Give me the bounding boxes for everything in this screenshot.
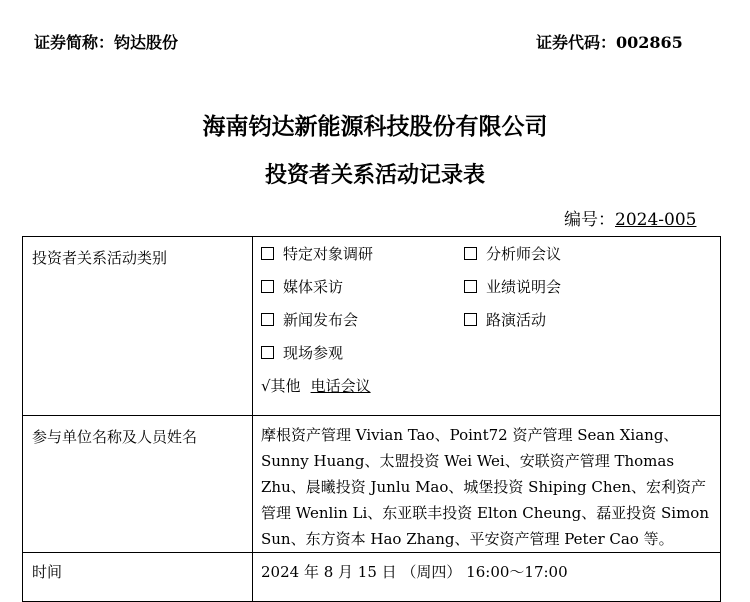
checkbox-icon — [464, 247, 477, 260]
other-checkmark-label: √其他 — [261, 377, 301, 395]
activity-type-options — [253, 237, 721, 416]
document-number-value: 2024-005 — [615, 210, 697, 230]
checkbox-icon — [464, 313, 477, 326]
other-value: 电话会议 — [310, 377, 371, 395]
stock-short-name: 证券简称：钧达股份 — [34, 33, 179, 52]
option-site-visit — [261, 342, 464, 365]
participants-row — [23, 416, 721, 553]
stock-code: 证券代码：002865 — [536, 33, 683, 52]
checkbox-icon — [464, 280, 477, 293]
option-other — [261, 375, 716, 398]
option-roadshow — [464, 309, 664, 332]
option-label: 新闻发布会 — [283, 311, 359, 329]
activity-type-label: 投资者关系活动类别 — [23, 237, 253, 416]
option-press-conference — [261, 309, 464, 332]
time-row — [23, 553, 721, 602]
company-title: 海南钧达新能源科技股份有限公司 — [202, 113, 548, 140]
option-label: 业绩说明会 — [486, 278, 562, 296]
document-number-label: 编号： — [564, 210, 615, 230]
option-media-interview — [261, 276, 464, 299]
activity-type-row — [23, 237, 721, 416]
checkbox-icon — [261, 280, 274, 293]
participants-list: 摩根资产管理 Vivian Tao、Point72 资产管理 Sean Xiang、Sunny Huang、太盟投资 Wei Wei、安联资产管理 Thomas Zhu、晨曦投资 Junlu Mao、城堡投资 Shiping Chen、宏利资产管理 Wenlin Li、东亚联丰投资 Elton Cheung、磊亚投资 Simon Sun、东方资本 Hao Zhang、平安资产管理 Peter Cao 等。 — [253, 416, 721, 553]
option-site-research — [261, 243, 464, 266]
record-table — [22, 236, 721, 602]
option-label: 特定对象调研 — [283, 245, 374, 263]
option-analyst-meeting — [464, 243, 664, 266]
time-value: 2024 年 8 月 15 日 （周四） 16:00～17:00 — [253, 553, 721, 602]
document-number — [564, 205, 696, 230]
activity-options-grid — [261, 243, 716, 365]
option-label: 路演活动 — [486, 311, 547, 329]
checkbox-icon — [261, 247, 274, 260]
option-label: 现场参观 — [283, 344, 344, 362]
time-label: 时间 — [23, 553, 253, 602]
option-earnings-call — [464, 276, 664, 299]
participants-label: 参与单位名称及人员姓名 — [23, 416, 253, 553]
checkbox-icon — [261, 313, 274, 326]
option-label: 媒体采访 — [283, 278, 344, 296]
option-label: 分析师会议 — [486, 245, 562, 263]
checkbox-icon — [261, 346, 274, 359]
form-title: 投资者关系活动记录表 — [264, 162, 485, 188]
